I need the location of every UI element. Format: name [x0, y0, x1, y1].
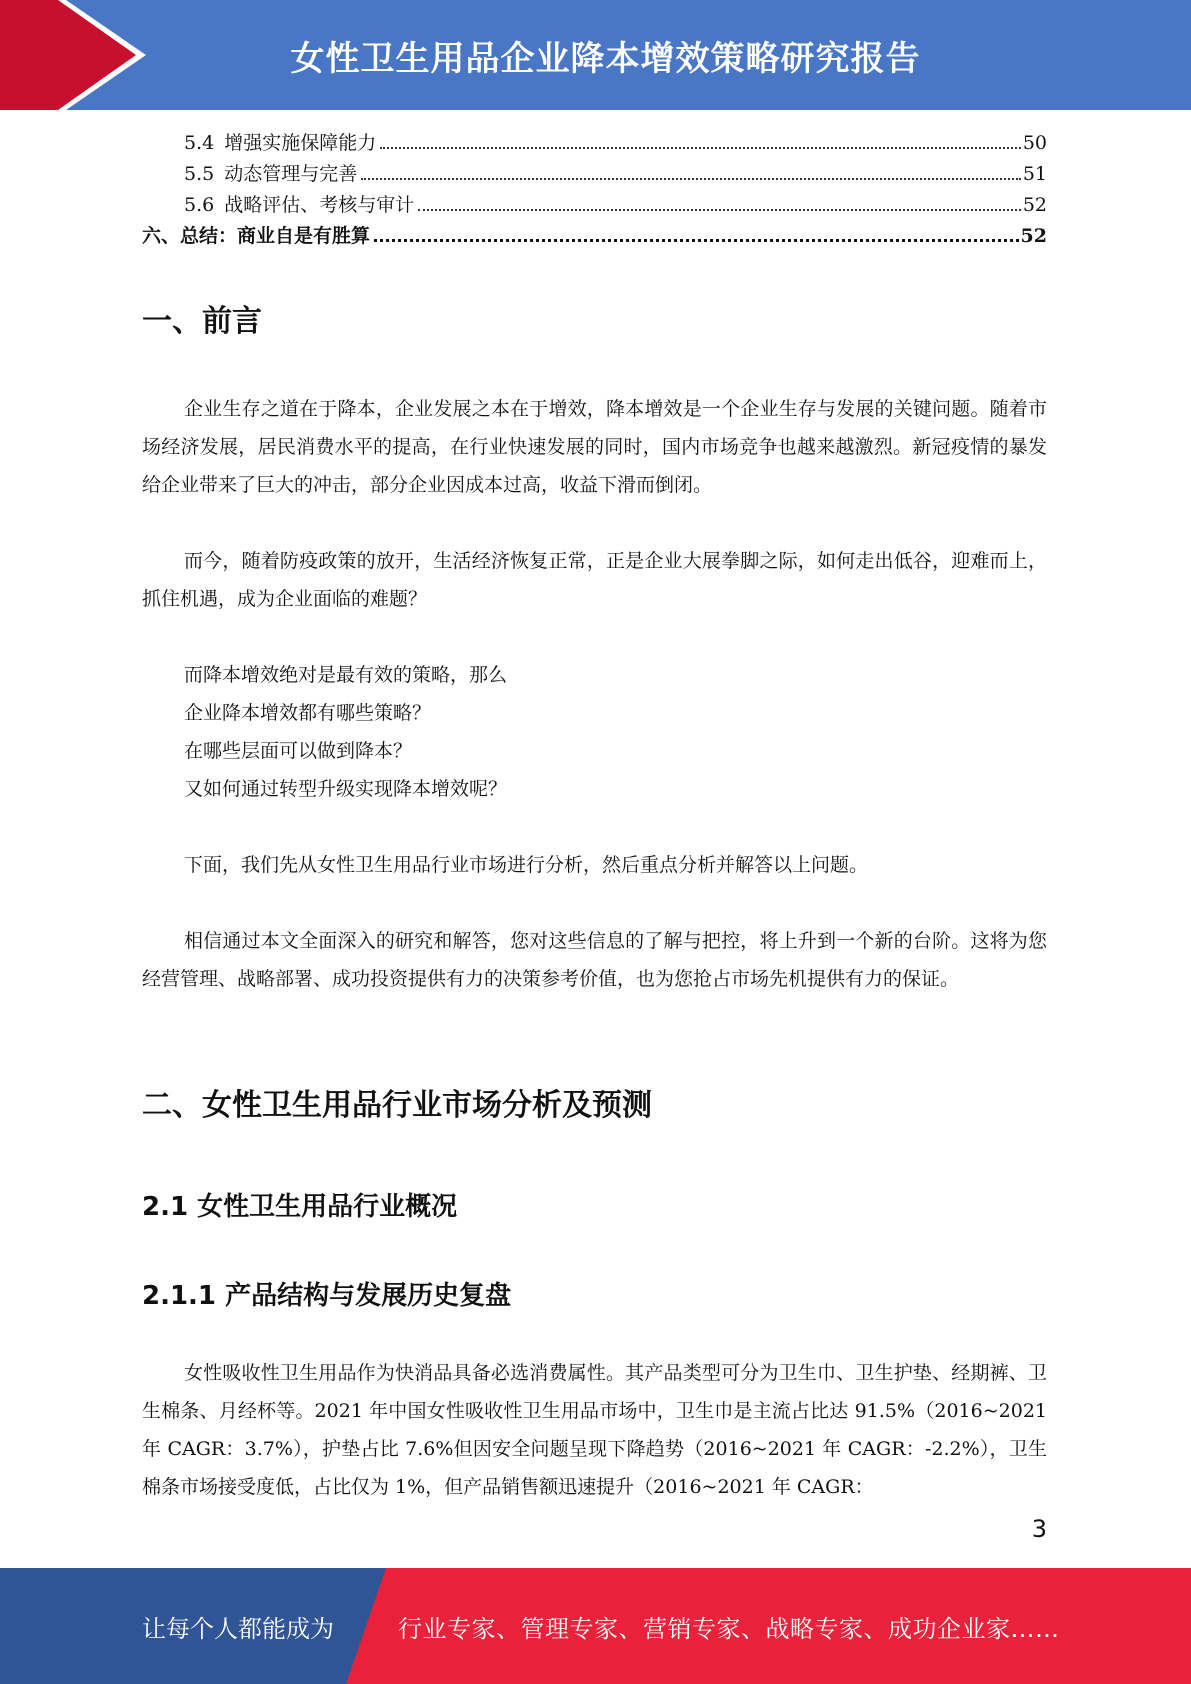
page-number: 3 [1031, 1515, 1047, 1543]
page-header [0, 0, 1191, 110]
toc-page: 51 [1022, 163, 1047, 185]
toc-page: 50 [1022, 132, 1047, 154]
toc-leader [361, 178, 1021, 180]
question-line: 企业降本增效都有哪些策略？ [184, 702, 432, 724]
market-body [142, 1354, 1047, 1506]
toc-leader [418, 209, 1021, 211]
toc-label: 战略评估、考核与审计 [224, 194, 415, 216]
preface-body-2 [142, 542, 1047, 618]
paragraph: 下面，我们先从女性卫生用品行业市场进行分析，然后重点分析并解答以上问题。 [184, 854, 869, 876]
paragraph: 企业生存之道在于降本，企业发展之本在于增效，降本增效是一个企业生存与发展的关键问题。随着市场经济发展，居民消费水平的提高，在行业快速发展的同时，国内市场竞争也越来越激烈。新冠疫情的暴发给企业带来了巨大的冲击，部分企业因成本过高，收益下滑而倒闭。 [142, 398, 1047, 496]
table-of-contents [142, 128, 1047, 252]
paragraph: 而今，随着防疫政策的放开，生活经济恢复正常，正是企业大展拳脚之际，如何走出低谷，迎难而上，抓住机遇，成为企业面临的难题？ [142, 550, 1047, 610]
page-footer [0, 1568, 1191, 1684]
question-list [142, 656, 1047, 808]
toc-entry[interactable] [142, 128, 1047, 159]
report-title: 女性卫生用品企业降本增效策略研究报告 [290, 38, 921, 79]
subsubsection-heading: 2.1.1 产品结构与发展历史复盘 [142, 1281, 512, 1311]
preface-body-3 [142, 846, 1047, 884]
toc-label: 增强实施保障能力 [224, 132, 377, 154]
toc-number: 5.5 [184, 163, 215, 185]
toc-page: 52 [1020, 225, 1047, 247]
footer-slogan-left: 让每个人都能成为 [142, 1614, 334, 1643]
toc-entry[interactable] [142, 159, 1047, 190]
question-line: 又如何通过转型升级实现降本增效呢？ [184, 778, 508, 800]
toc-leader [374, 239, 1019, 242]
question-line: 而降本增效绝对是最有效的策略，那么 [184, 664, 508, 686]
toc-label: 六、总结：商业自是有胜算 [142, 225, 371, 247]
section-heading-preface: 一、前言 [142, 304, 262, 339]
toc-label: 动态管理与完善 [224, 163, 358, 185]
question-line: 在哪些层面可以做到降本？ [184, 740, 413, 762]
toc-leader [380, 147, 1021, 149]
footer-slogan-right: 行业专家、管理专家、营销专家、战略专家、成功企业家…… [398, 1614, 1060, 1643]
toc-number: 5.6 [184, 194, 215, 216]
paragraph: 相信通过本文全面深入的研究和解答，您对这些信息的了解与把控，将上升到一个新的台阶。这将为您经营管理、战略部署、成功投资提供有力的决策参考价值，也为您抢占市场先机提供有力的保证。 [142, 930, 1047, 990]
subsection-heading: 2.1 女性卫生用品行业概况 [142, 1192, 458, 1222]
toc-number: 5.4 [184, 132, 215, 154]
preface-body-4 [142, 922, 1047, 998]
toc-page: 52 [1022, 194, 1047, 216]
toc-entry[interactable] [142, 190, 1047, 221]
preface-body [142, 390, 1047, 504]
toc-entry-main[interactable] [142, 221, 1047, 252]
paragraph: 女性吸收性卫生用品作为快消品具备必选消费属性。其产品类型可分为卫生巾、卫生护垫、经期裤、卫生棉条、月经杯等。2021 年中国女性吸收性卫生用品市场中，卫生巾是主流占比达 91.5%（2016~2021 年 CAGR：3.7%），护垫占比 7.6%但因安全问题呈现下降趋势（2016~2021 年 CAGR：-2.2%），卫生棉条市场接受度低，占比仅为 1%，但产品销售额迅速提升（2016~2021 年 CAGR： [142, 1362, 1047, 1498]
section-heading-market: 二、女性卫生用品行业市场分析及预测 [142, 1088, 652, 1123]
